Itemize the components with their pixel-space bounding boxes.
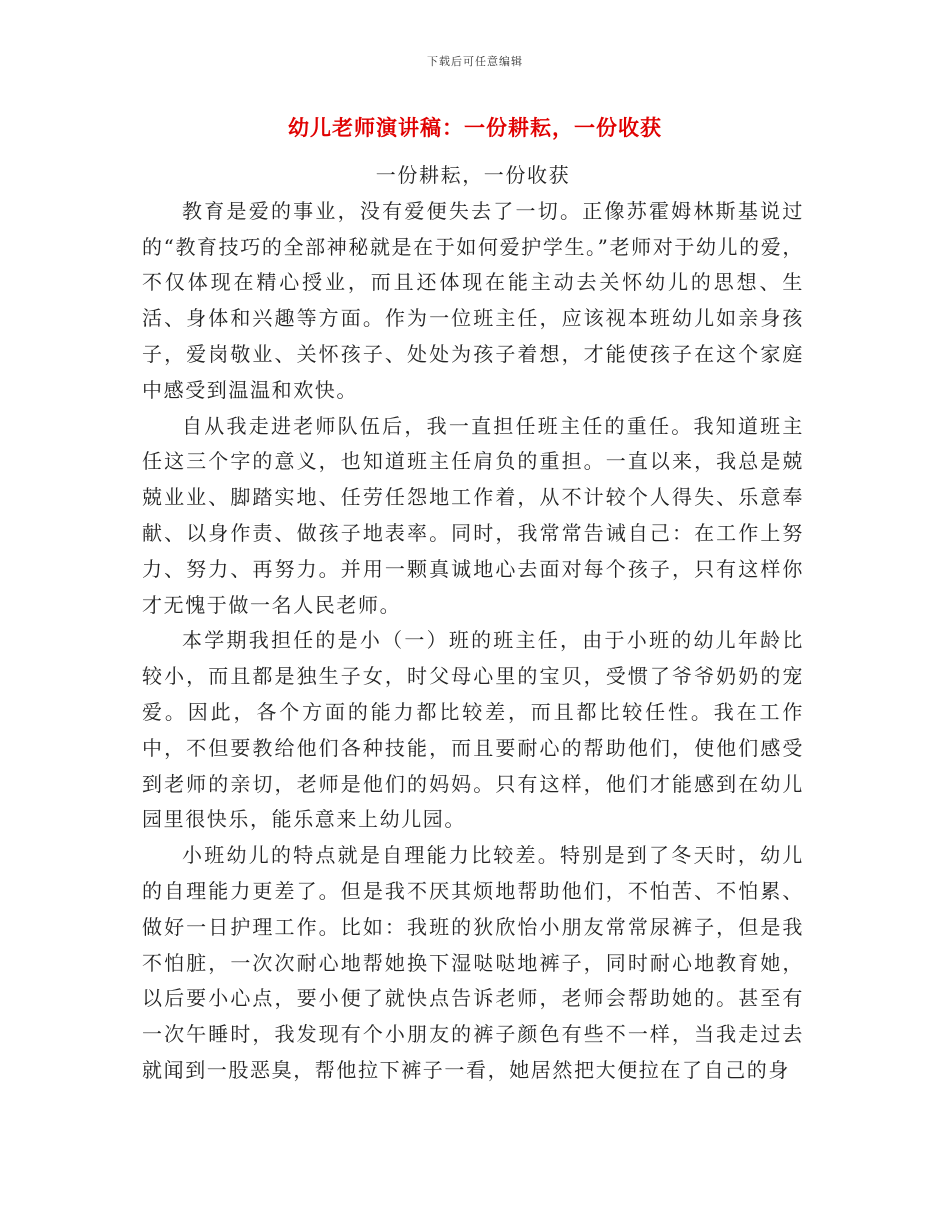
document-subtitle: 一份耕耘，一份收获 <box>375 163 571 187</box>
document-body <box>142 158 804 1089</box>
document-title: 幼儿老师演讲稿：一份耕耘，一份收获 <box>288 116 662 140</box>
header-note: 下载后可任意编辑 <box>427 55 523 68</box>
paragraph-2: 自从我走进老师队伍后，我一直担任班主任的重任。我知道班主任这三个字的意义，也知道班主任肩负的重担。一直以来，我总是兢兢业业、脚踏实地、任劳任怨地工作着，从不计较个人得失、乐意奉献、以身作责、做孩子地表率。同时，我常常告诫自己：在工作上努力、努力、再努力。并用一颗真诚地心去面对每个孩子，只有这样你才无愧于做一名人民老师。 <box>142 413 804 617</box>
paragraph-3: 本学期我担任的是小（一）班的班主任，由于小班的幼儿年龄比较小，而且都是独生子女，时父母心里的宝贝，受惯了爷爷奶奶的宠爱。因此，各个方面的能力都比较差，而且都比较任性。我在工作中，不但要教给他们各种技能，而且要耐心的帮助他们，使他们感受到老师的亲切，老师是他们的妈妈。只有这样，他们才能感到在幼儿园里很快乐，能乐意来上幼儿园。 <box>142 628 804 832</box>
paragraph-1: 教育是爱的事业，没有爱便失去了一切。正像苏霍姆林斯基说过的“教育技巧的全部神秘就是在于如何爱护学生。”老师对于幼儿的爱，不仅体现在精心授业，而且还体现在能主动去关怀幼儿的思想、生活、身体和兴趣等方面。作为一位班主任，应该视本班幼儿如亲身孩子，爱岗敬业、关怀孩子、处处为孩子着想，才能使孩子在这个家庭中感受到温温和欢快。 <box>142 198 804 402</box>
paragraph-4: 小班幼儿的特点就是自理能力比较差。特别是到了冬天时，幼儿的自理能力更差了。但是我不厌其烦地帮助他们，不怕苦、不怕累、做好一日护理工作。比如：我班的狄欣怡小朋友常常尿裤子，但是我不怕脏，一次次耐心地帮她换下湿哒哒地裤子，同时耐心地教育她，以后要小心点，要小便了就快点告诉老师，老师会帮助她的。甚至有一次午睡时，我发现有个小朋友的裤子颜色有些不一样，当我走过去就闻到一股恶臭，帮他拉下裤子一看，她居然把大便拉在了自己的身 <box>142 843 804 1082</box>
